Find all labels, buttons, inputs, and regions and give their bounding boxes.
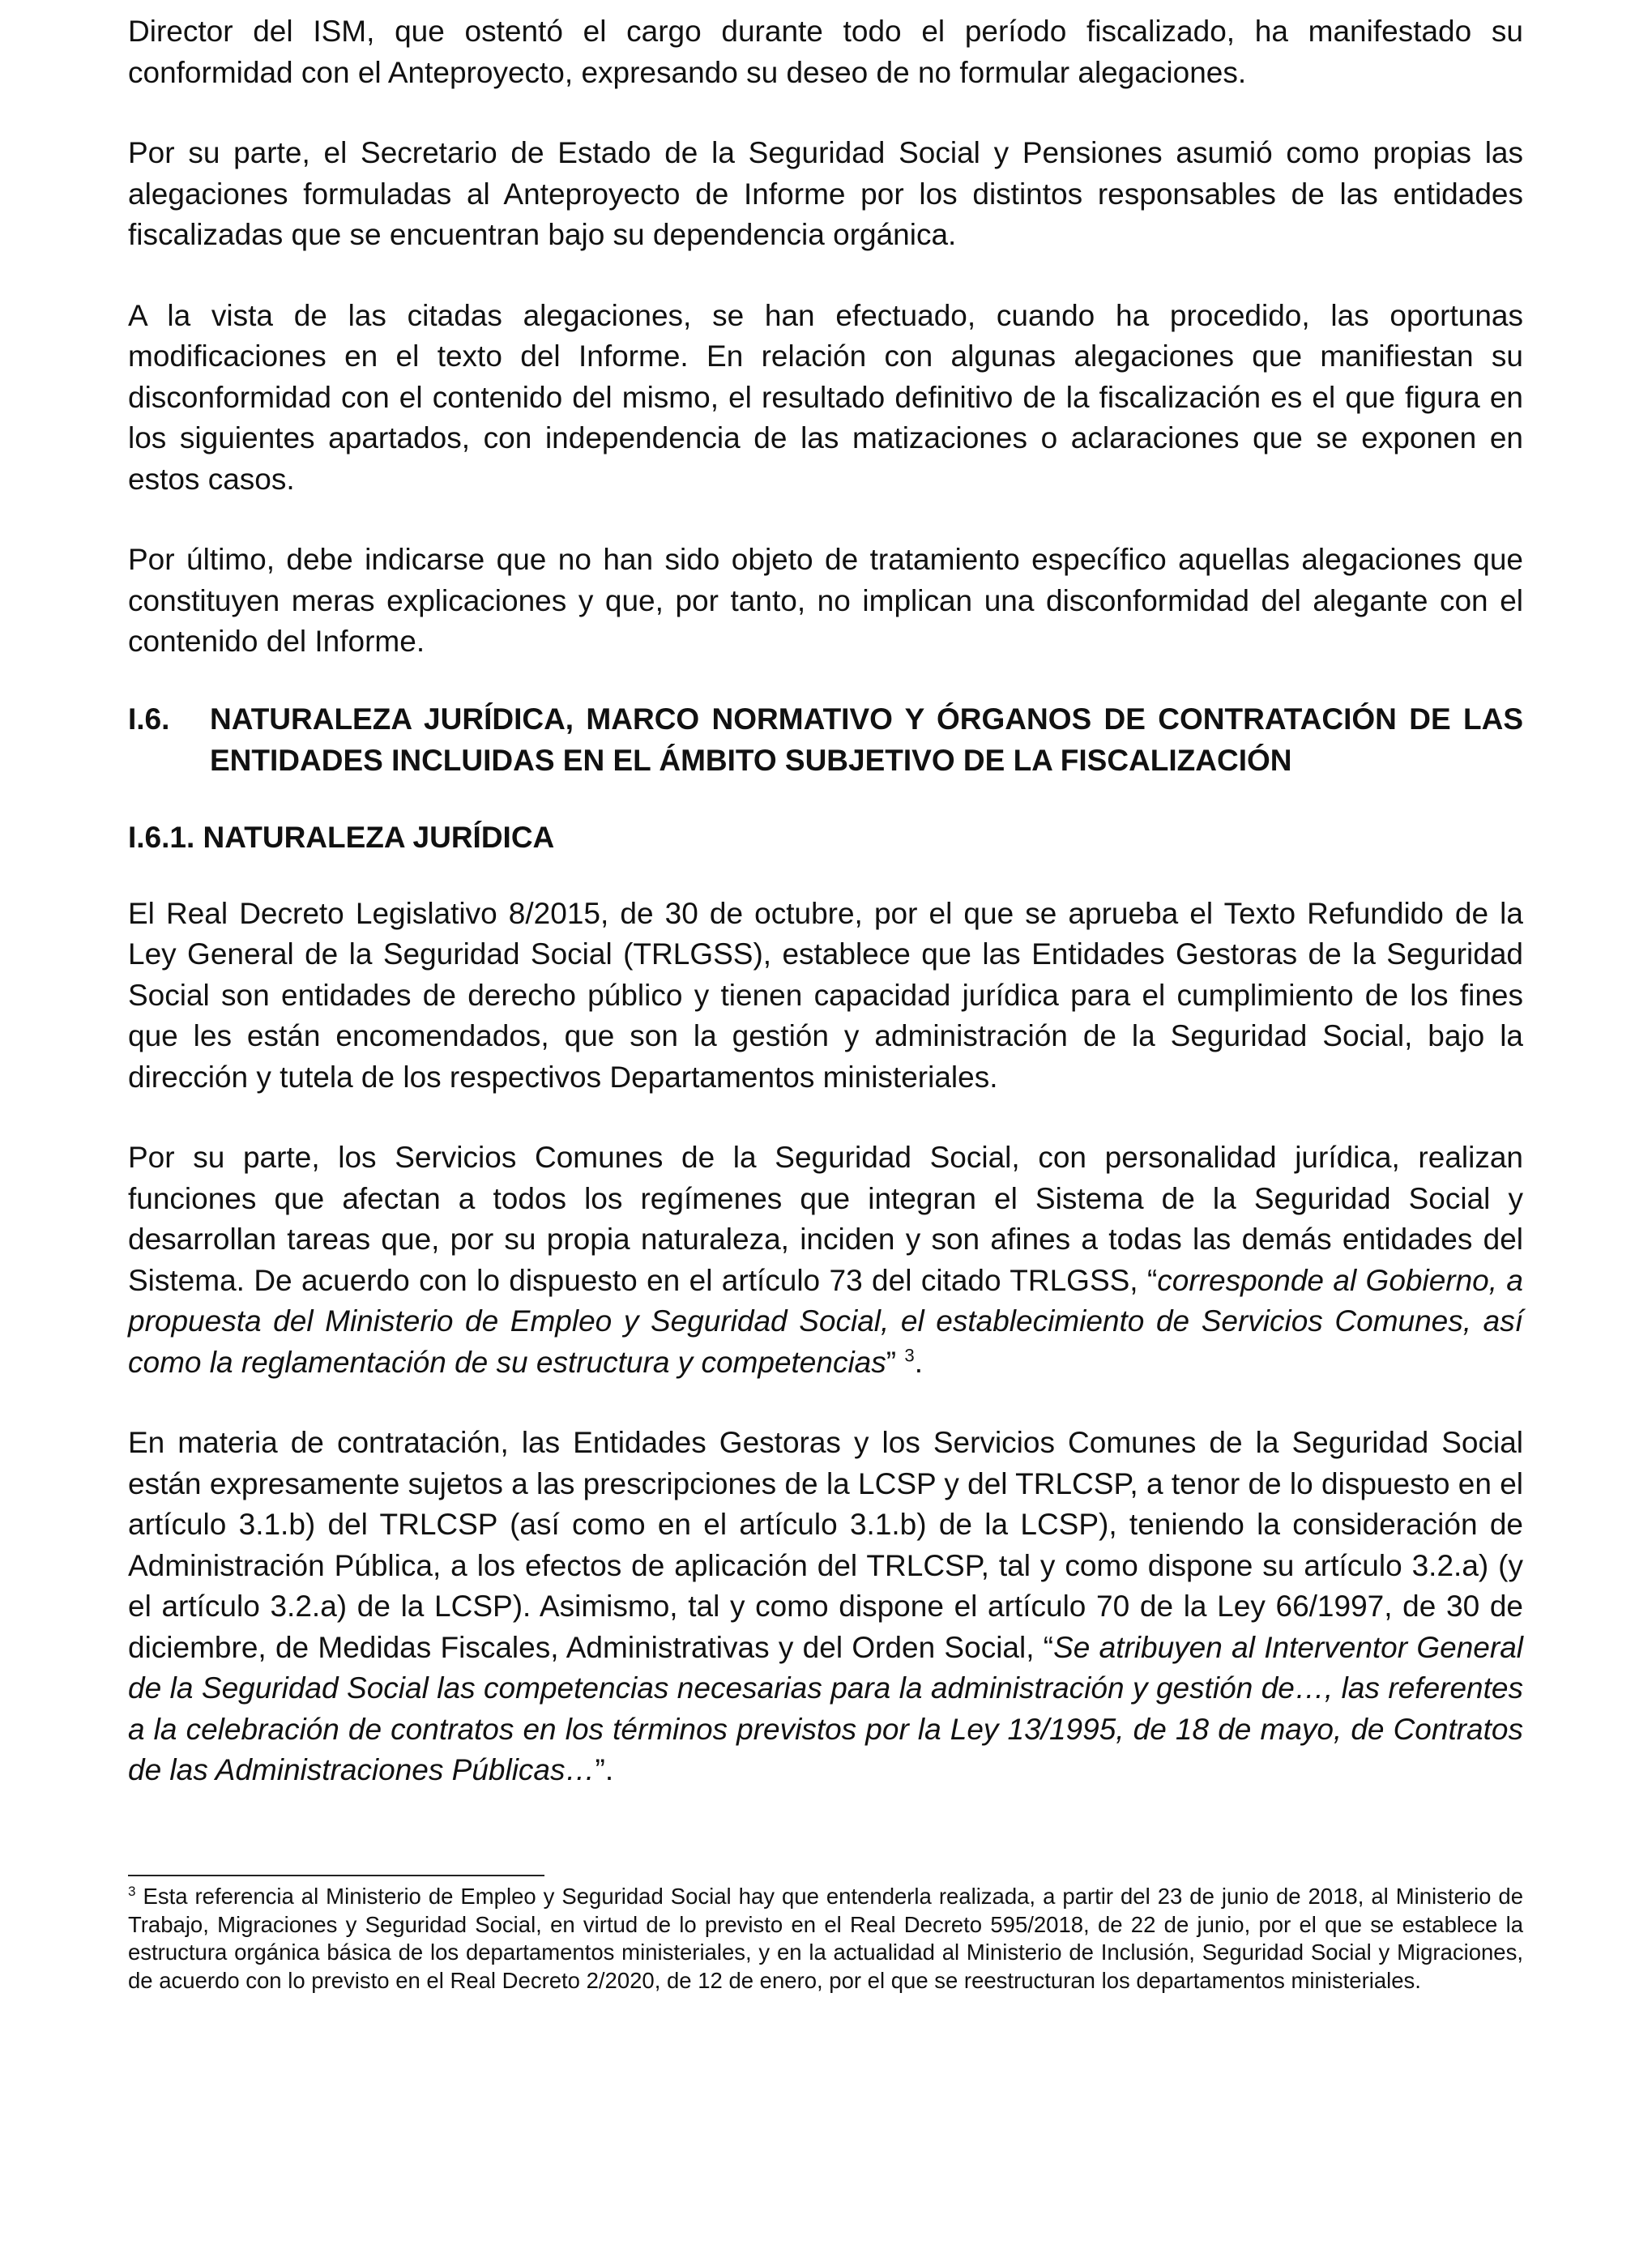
section-heading [128, 698, 1523, 781]
contracting-quote: Se atribuyen al Interventor General de la Seguridad Social las competencias necesarias para la administración y gestión de…, las referentes a la celebración de contratos en los términos previstos por la Ley 13/1995, de 18 de mayo, de Contratos de las Administraciones Públicas… [128, 1630, 1523, 1786]
contracting-text: En materia de contratación, las Entidades Gestoras y los Servicios Comunes de la Seguridad Social están expresamente sujetos a las prescripciones de la LCSP y del TRLCSP, a tenor de lo dispuesto en el artículo 3.1.b) del TRLCSP (así como en el artículo 3.1.b) de la LCSP), teniendo la consideración de Administración Pública, a los efectos de aplicación del TRLCSP, tal y como dispone su artículo 3.2.a) (y el artículo 3.2.a) de la LCSP). Asimismo, tal y como dispone el artículo 70 de la Ley 66/1997, de 30 de diciembre, de Medidas Fiscales, Administrativas y del Orden Social, “ [128, 1426, 1523, 1664]
section-title: NATURALEZA JURÍDICA, MARCO NORMATIVO Y ÓRGANOS DE CONTRATACIÓN DE LAS ENTIDADES INCLUIDAS EN EL ÁMBITO SUBJETIVO DE LA FISCALIZACIÓN [210, 702, 1523, 777]
common-services-close: ” [886, 1345, 905, 1379]
contracting-end: ”. [595, 1753, 614, 1786]
footnote-reference[interactable]: 3 [904, 1345, 915, 1366]
footnote-marker: 3 [128, 1883, 136, 1899]
paragraph-common-services [128, 1137, 1523, 1383]
footnote [128, 1883, 1523, 1995]
subsection-heading: I.6.1. NATURALEZA JURÍDICA [128, 820, 555, 854]
paragraph-final-note: Por último, debe indicarse que no han sido objeto de tratamiento específico aquellas alegaciones que constituyen meras explicaciones y que, por tanto, no implican una disconformidad del alegante con el contenido del Informe. [128, 543, 1523, 658]
paragraph-secretary-of-state: Por su parte, el Secretario de Estado de la Seguridad Social y Pensiones asumió como propias las alegaciones formuladas al Anteproyecto de Informe por los distintos responsables de las entidades fiscalizadas que se encuentran bajo su dependencia orgánica. [128, 136, 1523, 251]
common-services-quote: corresponde al Gobierno, a propuesta del Ministerio de Empleo y Seguridad Social, el establecimiento de Servicios Comunes, así como la reglamentación de su estructura y competencias [128, 1263, 1523, 1379]
section-number: I.6. [128, 702, 170, 736]
document-page [128, 11, 1523, 1791]
common-services-end: . [914, 1345, 923, 1379]
paragraph-ism-director: Director del ISM, que ostentó el cargo durante todo el período fiscalizado, ha manifestado su conformidad con el Anteproyecto, expresando su deseo de no formular alegaciones. [128, 15, 1523, 89]
paragraph-contracting [128, 1423, 1523, 1791]
footnote-text: Esta referencia al Ministerio de Empleo y Seguridad Social hay que entenderla realizada, a partir del 23 de junio de 2018, al Ministerio de Trabajo, Migraciones y Seguridad Social, en virtud de lo previsto en el Real Decreto 595/2018, de 22 de junio, por el que se establece la estructura orgánica básica de los departamentos ministeriales, y en la actualidad al Ministerio de Inclusión, Seguridad Social y Migraciones, de acuerdo con lo previsto en el Real Decreto 2/2020, de 12 de enero, por el que se reestructuran los departamentos ministeriales. [128, 1884, 1523, 1993]
footnote-separator [128, 1875, 544, 1876]
paragraph-modifications: A la vista de las citadas alegaciones, se han efectuado, cuando ha procedido, las oportunas modificaciones en el texto del Informe. En relación con algunas alegaciones que manifiestan su disconformidad con el contenido del mismo, el resultado definitivo de la fiscalización es el que figura en los siguientes apartados, con independencia de las matizaciones o aclaraciones que se exponen en estos casos. [128, 298, 1523, 496]
paragraph-legal-nature: El Real Decreto Legislativo 8/2015, de 30 de octubre, por el que se aprueba el Texto Refundido de la Ley General de la Seguridad Social (TRLGSS), establece que las Entidades Gestoras de la Seguridad Social son entidades de derecho público y tienen capacidad jurídica para el cumplimiento de los fines que les están encomendados, que son la gestión y administración de la Seguridad Social, bajo la dirección y tutela de los respectivos Departamentos ministeriales. [128, 896, 1523, 1094]
common-services-text: Por su parte, los Servicios Comunes de la Seguridad Social, con personalidad jurídica, realizan funciones que afectan a todos los regímenes que integran el Sistema de la Seguridad Social y desarrollan tareas que, por su propia naturaleza, inciden y son afines a todas las demás entidades del Sistema. De acuerdo con lo dispuesto en el artículo 73 del citado TRLGSS, “ [128, 1141, 1523, 1297]
